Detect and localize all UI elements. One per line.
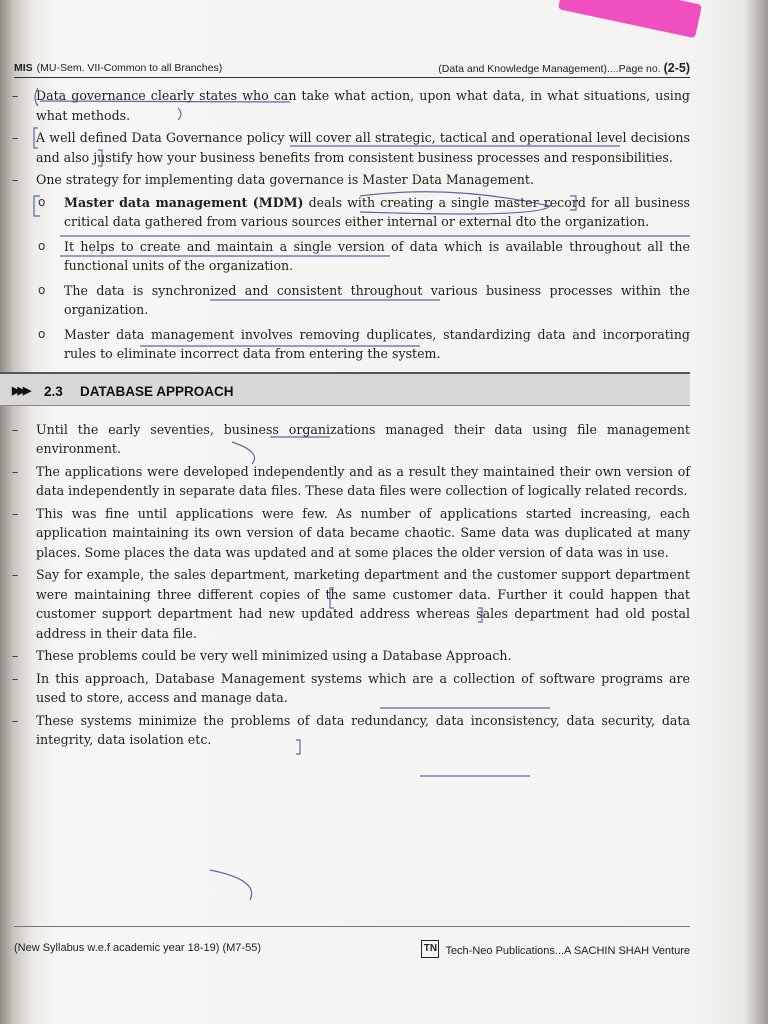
- bullet-circle-icon: o: [38, 194, 46, 209]
- bullet-circle-icon: o: [38, 282, 46, 297]
- paragraph: – The applications were developed independently and as a result they maintained their own version of data independently in separate data files. These data files were collection of logically related records.: [36, 462, 690, 501]
- header-right: [438, 61, 690, 75]
- paragraph: – This was fine until applications were few. As number of applications started increasing, each application maintaining its own version of data became chaotic. Same data was duplicated at many places. Some places the data was updated and at some places the older version of data was in use.: [36, 504, 690, 563]
- footer-publisher-text: Tech-Neo Publications...A SACHIN SHAH Venture: [445, 944, 690, 957]
- paragraph: – Data governance clearly states who can take what action, upon what data, in what situations, using what methods.: [36, 86, 690, 125]
- bullet-text: It helps to create and maintain a single version of data which is available throughout all the functional units of the organization.: [64, 238, 690, 273]
- paragraph: – Until the early seventies, business organizations managed their data using file management environment.: [36, 420, 690, 459]
- bullet-text: The data is synchronized and consistent throughout various business processes within the organization.: [64, 282, 690, 317]
- bullet-text: Master data management involves removing duplicates, standardizing data and incorporating rules to eliminate incorrect data from entering the system.: [64, 326, 690, 361]
- section-number: 2.3: [44, 383, 63, 399]
- page-content: [12, 86, 691, 753]
- header-left: [14, 62, 222, 74]
- footer-divider: [14, 926, 690, 927]
- fast-forward-icon: ▶▶▶: [12, 384, 29, 397]
- bullet-circle-icon: o: [38, 326, 46, 341]
- section-heading-bar: [0, 372, 690, 406]
- mdm-bullet: [36, 281, 690, 320]
- bullet-circle-icon: o: [38, 238, 46, 253]
- paragraph: – A well defined Data Governance policy will cover all strategic, tactical and operational level decisions and also justify how your business benefits from consistent business processes and responsibilities.: [36, 128, 690, 167]
- bullet-text: deals with creating a single master record for all business critical data gathered from various sources either internal or external dto the organization.: [64, 194, 691, 229]
- paragraph: – One strategy for implementing data governance is Master Data Management.: [36, 170, 690, 190]
- tech-neo-logo-icon: TN: [421, 940, 439, 958]
- page-header: [14, 58, 690, 78]
- page-number: (2-5): [663, 61, 690, 75]
- pen-curve: [210, 870, 252, 900]
- header-left-text: (MU-Sem. VII-Common to all Branches): [36, 62, 223, 74]
- section-title: DATABASE APPROACH: [80, 383, 234, 399]
- pink-sticky-tab: [558, 0, 702, 38]
- paragraph: – These problems could be very well minimized using a Database Approach.: [36, 646, 690, 666]
- header-right-text: (Data and Knowledge Management)....Page no.: [438, 63, 661, 75]
- footer-syllabus: (New Syllabus w.e.f academic year 18-19) (M7-55): [14, 942, 261, 954]
- paragraph: – Say for example, the sales department, marketing department and the customer support department were maintaining three different copies of the same customer data. Further it could happen that customer support department had new updated address whereas sales department had old postal address in their data file.: [36, 565, 690, 643]
- paragraph: – These systems minimize the problems of data redundancy, data inconsistency, data security, data integrity, data isolation etc.: [36, 711, 690, 750]
- paragraph: – In this approach, Database Management systems which are a collection of software programs are used to store, access and manage data.: [36, 669, 690, 708]
- header-left-prefix: MIS: [14, 62, 33, 74]
- mdm-bullet: [36, 193, 690, 232]
- mdm-bullet: [36, 237, 690, 276]
- mdm-bullet: [36, 325, 690, 364]
- footer-publisher: [421, 942, 690, 960]
- bullet-bold-term: Master data management (MDM): [64, 194, 304, 210]
